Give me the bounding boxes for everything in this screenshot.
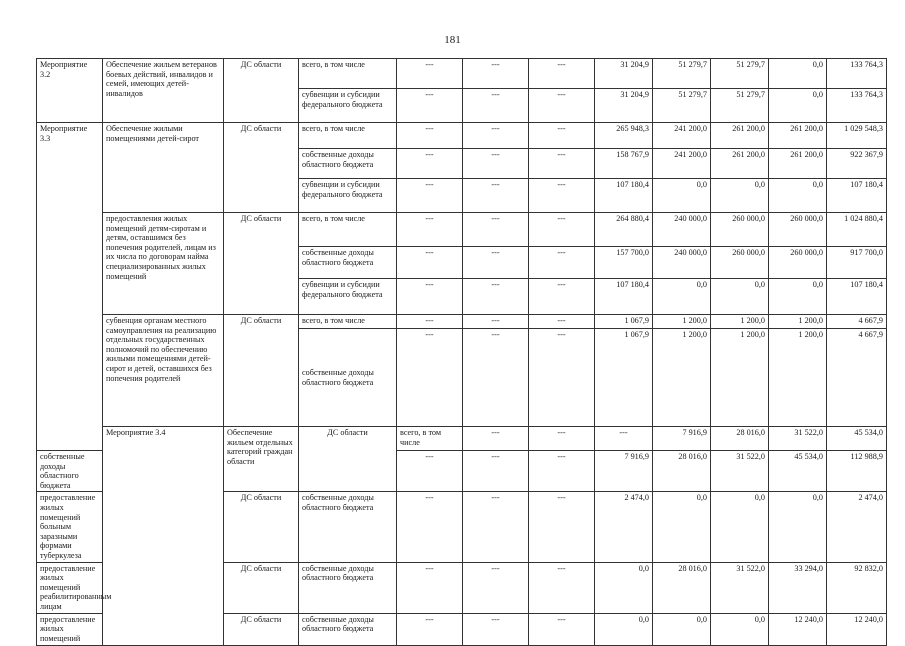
amount-cell: --- [397,613,463,645]
amount-cell: --- [463,279,529,315]
executor-cell: ДС области [224,315,299,427]
activity-name-cell: Обеспечение жилыми помещениями детей-сирот [103,123,224,213]
amount-cell: --- [529,247,595,279]
amount-cell: 4 667,9 [827,315,887,329]
activity-name-cell: субвенция органам местного самоуправления на реализацию отдельных государственных полномочий по обеспечению жилыми помещениями детей-сирот и детей, оставшихся без попечения родителей [103,315,224,427]
table-row [37,123,887,149]
amount-cell: 1 200,0 [711,315,769,329]
amount-cell: 0,0 [653,179,711,213]
activity-name-cell: предоставления жилых помещений детям-сиротам и детям, оставшимся без попечения родителей, лицам из их числа по договорам найма специализированных жилых помещений [103,213,224,315]
amount-cell: --- [463,179,529,213]
amount-cell: 261 200,0 [769,149,827,179]
amount-cell: --- [529,179,595,213]
amount-cell: 0,0 [653,613,711,645]
amount-cell: 241 200,0 [653,149,711,179]
amount-cell: 922 367,9 [827,149,887,179]
amount-cell: 260 000,0 [769,247,827,279]
amount-cell: 0,0 [711,613,769,645]
amount-cell: 0,0 [769,279,827,315]
amount-cell: 917 700,0 [827,247,887,279]
amount-cell: 0,0 [653,279,711,315]
funding-source-cell: собственные доходы областного бюджета [37,451,103,492]
measure-cell: Мероприятие 3.3 [37,123,103,451]
amount-cell: 2 474,0 [827,492,887,562]
funding-source-cell: собственные доходы областного бюджета [299,247,397,279]
amount-cell: 240 000,0 [653,247,711,279]
amount-cell: --- [529,315,595,329]
amount-cell: 0,0 [595,613,653,645]
table-row [37,315,887,329]
amount-cell: --- [529,213,595,247]
funding-source-cell: всего, в том числе [299,213,397,247]
amount-cell: 1 200,0 [769,315,827,329]
table-row [37,59,887,89]
activity-name-cell: предоставление жилых помещений больным заразными формами туберкулеза [37,492,103,562]
amount-cell: 157 700,0 [595,247,653,279]
amount-cell: --- [463,562,529,613]
amount-cell: --- [397,59,463,89]
amount-cell: --- [397,451,463,492]
funding-source-cell: субвенции и субсидии федерального бюджета [299,89,397,123]
amount-cell: --- [397,247,463,279]
amount-cell: 31 522,0 [711,562,769,613]
amount-cell: --- [397,492,463,562]
amount-cell: 107 180,4 [827,279,887,315]
amount-cell: 260 000,0 [769,213,827,247]
amount-cell: 0,0 [595,562,653,613]
amount-cell: --- [595,427,653,451]
measure-cell: Мероприятие 3.2 [37,59,103,123]
amount-cell: --- [529,329,595,427]
amount-cell: --- [397,179,463,213]
amount-cell: 112 988,9 [827,451,887,492]
amount-cell: --- [397,562,463,613]
amount-cell: 1 200,0 [653,315,711,329]
amount-cell: 1 029 548,3 [827,123,887,149]
amount-cell: --- [529,89,595,123]
executor-cell: ДС области [224,562,299,613]
amount-cell: --- [463,213,529,247]
amount-cell: --- [529,149,595,179]
amount-cell: 241 200,0 [653,123,711,149]
amount-cell: --- [463,492,529,562]
amount-cell: 51 279,7 [653,89,711,123]
amount-cell: 1 200,0 [769,329,827,427]
amount-cell: 1 067,9 [595,329,653,427]
amount-cell: 107 180,4 [595,279,653,315]
amount-cell: --- [463,451,529,492]
budget-table [36,58,887,646]
amount-cell: --- [529,279,595,315]
funding-source-cell: субвенции и субсидии федерального бюджета [299,179,397,213]
executor-cell: ДС области [299,427,397,492]
amount-cell: --- [463,315,529,329]
amount-cell: --- [463,89,529,123]
amount-cell: 28 016,0 [711,427,769,451]
executor-cell: ДС области [224,492,299,562]
activity-name-cell: Обеспечение жильем отдельных категорий граждан области [224,427,299,492]
amount-cell: --- [463,149,529,179]
amount-cell: --- [463,613,529,645]
activity-name-cell: Обеспечение жильем ветеранов боевых действий, инвалидов и семей, имеющих детей-инвалидов [103,59,224,123]
amount-cell: 45 534,0 [769,451,827,492]
executor-cell: ДС области [224,613,299,645]
table-row [37,213,887,247]
amount-cell: 4 667,9 [827,329,887,427]
amount-cell: 0,0 [769,492,827,562]
amount-cell: 261 200,0 [769,123,827,149]
amount-cell: 28 016,0 [653,562,711,613]
funding-source-cell: всего, в том числе [299,315,397,329]
funding-source-cell: всего, в том числе [299,123,397,149]
amount-cell: --- [397,279,463,315]
amount-cell: 12 240,0 [827,613,887,645]
amount-cell: 261 200,0 [711,123,769,149]
amount-cell: 0,0 [769,179,827,213]
table-row [37,427,887,451]
activity-name-cell: предоставление жилых помещений реабилитированным лицам [37,562,103,613]
amount-cell: 1 024 880,4 [827,213,887,247]
amount-cell: --- [529,613,595,645]
amount-cell: --- [397,89,463,123]
funding-source-cell: всего, в том числе [299,59,397,89]
amount-cell: 31 522,0 [769,427,827,451]
amount-cell: 133 764,3 [827,89,887,123]
executor-cell: ДС области [224,59,299,123]
amount-cell: 1 200,0 [653,329,711,427]
amount-cell: --- [463,247,529,279]
measure-cell: Мероприятие 3.4 [103,427,224,646]
amount-cell: --- [529,562,595,613]
amount-cell: 240 000,0 [653,213,711,247]
amount-cell: 7 916,9 [595,451,653,492]
amount-cell: 158 767,9 [595,149,653,179]
amount-cell: --- [397,329,463,427]
amount-cell: 51 279,7 [711,89,769,123]
amount-cell: 45 534,0 [827,427,887,451]
activity-name-cell: предоставление жилых помещений [37,613,103,645]
amount-cell: 107 180,4 [827,179,887,213]
executor-cell: ДС области [224,123,299,213]
amount-cell: --- [463,329,529,427]
amount-cell: 31 204,9 [595,89,653,123]
amount-cell: --- [397,149,463,179]
amount-cell: 51 279,7 [653,59,711,89]
amount-cell: 0,0 [769,59,827,89]
amount-cell: --- [529,451,595,492]
amount-cell: --- [397,123,463,149]
amount-cell: --- [397,315,463,329]
amount-cell: --- [529,59,595,89]
amount-cell: 0,0 [769,89,827,123]
amount-cell: 265 948,3 [595,123,653,149]
budget-table-body [37,59,887,646]
amount-cell: 2 474,0 [595,492,653,562]
amount-cell: 31 204,9 [595,59,653,89]
executor-cell: ДС области [224,213,299,315]
funding-source-cell: субвенции и субсидии федерального бюджета [299,279,397,315]
amount-cell: 51 279,7 [711,59,769,89]
amount-cell: 12 240,0 [769,613,827,645]
amount-cell: --- [463,427,529,451]
amount-cell: 264 880,4 [595,213,653,247]
amount-cell: 0,0 [711,492,769,562]
amount-cell: 0,0 [711,279,769,315]
amount-cell: 133 764,3 [827,59,887,89]
funding-source-cell: собственные доходы областного бюджета [299,562,397,613]
funding-source-cell: собственные доходы областного бюджета [299,149,397,179]
funding-source-cell: собственные доходы областного бюджета [299,613,397,645]
amount-cell: --- [529,492,595,562]
funding-source-cell: всего, в том числе [397,427,463,451]
page-number: 181 [444,34,461,46]
amount-cell: --- [463,59,529,89]
amount-cell: 0,0 [653,492,711,562]
funding-source-cell: собственные доходы областного бюджета [299,492,397,562]
amount-cell: --- [529,427,595,451]
amount-cell: 260 000,0 [711,213,769,247]
amount-cell: 92 832,0 [827,562,887,613]
amount-cell: 0,0 [711,179,769,213]
amount-cell: 31 522,0 [711,451,769,492]
amount-cell: 1 200,0 [711,329,769,427]
amount-cell: --- [529,123,595,149]
amount-cell: --- [463,123,529,149]
amount-cell: 1 067,9 [595,315,653,329]
amount-cell: 260 000,0 [711,247,769,279]
amount-cell: 33 294,0 [769,562,827,613]
funding-source-cell: собственные доходы областного бюджета [299,329,397,427]
amount-cell: --- [397,213,463,247]
amount-cell: 7 916,9 [653,427,711,451]
amount-cell: 28 016,0 [653,451,711,492]
amount-cell: 107 180,4 [595,179,653,213]
amount-cell: 261 200,0 [711,149,769,179]
